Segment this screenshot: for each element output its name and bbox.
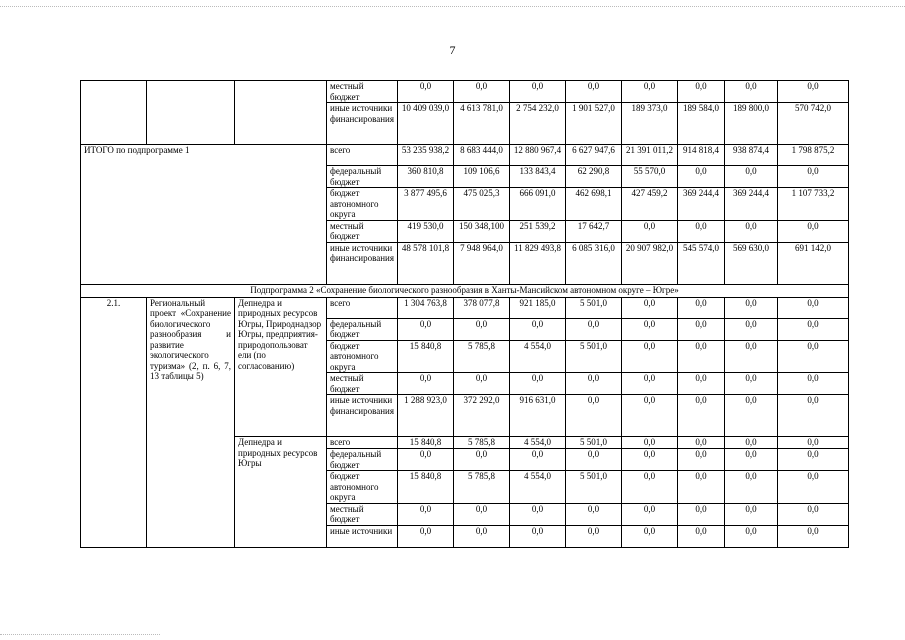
itogo-value: 938 874,4 <box>725 145 778 166</box>
top-block-value: 0,0 <box>678 81 725 103</box>
itogo-value: 3 877 495,6 <box>398 188 454 221</box>
itogo-value: 109 106,6 <box>454 166 510 188</box>
group1-source: федеральный бюджет <box>327 318 398 340</box>
group1-value: 0,0 <box>622 340 678 373</box>
group1-value: 5 501,0 <box>566 340 622 373</box>
group2-value: 0,0 <box>678 525 725 547</box>
group1-value: 0,0 <box>454 373 510 395</box>
group2-value: 0,0 <box>510 525 566 547</box>
group2-value: 0,0 <box>510 503 566 525</box>
group1-value: 0,0 <box>566 395 622 437</box>
group1-value: 372 292,0 <box>454 395 510 437</box>
itogo-value: 0,0 <box>622 220 678 242</box>
itogo-value: 419 530,0 <box>398 220 454 242</box>
group2-value: 0,0 <box>398 525 454 547</box>
subprogram-2-title: Подпрограмма 2 «Сохранение биологического разнообразия в Ханты-Мансийском автономном округе – Югре» <box>81 284 849 297</box>
group1-value: 5 785,8 <box>454 340 510 373</box>
group1-value: 1 288 923,0 <box>398 395 454 437</box>
table-row <box>81 81 849 103</box>
group1-value: 378 077,8 <box>454 297 510 318</box>
group2-value: 0,0 <box>778 449 849 471</box>
group1-value: 0,0 <box>566 318 622 340</box>
group2-value: 0,0 <box>725 503 778 525</box>
group1-value: 0,0 <box>678 297 725 318</box>
group2-value: 0,0 <box>454 503 510 525</box>
itogo-value: 251 539,2 <box>510 220 566 242</box>
group2-value: 0,0 <box>725 525 778 547</box>
group2-value: 15 840,8 <box>398 471 454 504</box>
itogo-value: 0,0 <box>725 166 778 188</box>
group1-value: 0,0 <box>622 297 678 318</box>
itogo-value: 1 798 875,2 <box>778 145 849 166</box>
top-block-value: 1 901 527,0 <box>566 103 622 145</box>
group1-value: 0,0 <box>398 373 454 395</box>
group1-source: всего <box>327 297 398 318</box>
cell-executor <box>235 81 327 145</box>
group2-source: всего <box>327 437 398 449</box>
group1-value: 15 840,8 <box>398 340 454 373</box>
top-block-source: местный бюджет <box>327 81 398 103</box>
group2-value: 0,0 <box>725 471 778 504</box>
top-block-value: 189 373,0 <box>622 103 678 145</box>
itogo-value: 545 574,0 <box>678 242 725 284</box>
group1-source: местный бюджет <box>327 373 398 395</box>
group2-value: 0,0 <box>778 525 849 547</box>
itogo-value: 8 683 444,0 <box>454 145 510 166</box>
itogo-value: 20 907 982,0 <box>622 242 678 284</box>
top-block-value: 4 613 781,0 <box>454 103 510 145</box>
group2-value: 0,0 <box>454 525 510 547</box>
top-block-value: 570 742,0 <box>778 103 849 145</box>
group1-value: 0,0 <box>778 340 849 373</box>
group2-value: 0,0 <box>622 449 678 471</box>
itogo-source: местный бюджет <box>327 220 398 242</box>
group1-value: 0,0 <box>622 395 678 437</box>
group1-value: 0,0 <box>778 373 849 395</box>
group1-value: 0,0 <box>725 373 778 395</box>
group1-value: 921 185,0 <box>510 297 566 318</box>
itogo-value: 691 142,0 <box>778 242 849 284</box>
itogo-value: 0,0 <box>778 166 849 188</box>
group2-value: 0,0 <box>778 437 849 449</box>
group1-value: 5 501,0 <box>566 297 622 318</box>
group2-source: федеральный бюджет <box>327 449 398 471</box>
group2-value: 5 501,0 <box>566 437 622 449</box>
itogo-value: 150 348,100 <box>454 220 510 242</box>
itogo-value: 11 829 493,8 <box>510 242 566 284</box>
itogo-value: 133 843,4 <box>510 166 566 188</box>
itogo-value: 53 235 938,2 <box>398 145 454 166</box>
top-block-value: 10 409 039,0 <box>398 103 454 145</box>
group2-value: 0,0 <box>622 471 678 504</box>
group2-value: 0,0 <box>454 449 510 471</box>
group1-value: 0,0 <box>678 373 725 395</box>
itogo-value: 360 810,8 <box>398 166 454 188</box>
itogo-value: 48 578 101,8 <box>398 242 454 284</box>
item-name: Региональный проект «Сохранение биологического разнообразия и развитие экологического туризма» (2, п. 6, 7, 13 таблицы 5) <box>147 297 235 547</box>
itogo-value: 427 459,2 <box>622 188 678 221</box>
itogo-source: федеральный бюджет <box>327 166 398 188</box>
group2-value: 5 501,0 <box>566 471 622 504</box>
item-number: 2.1. <box>81 297 147 547</box>
group2-source: бюджет автономного округа <box>327 471 398 504</box>
group2-value: 0,0 <box>622 503 678 525</box>
group1-value: 0,0 <box>778 318 849 340</box>
group2-value: 4 554,0 <box>510 437 566 449</box>
itogo-value: 0,0 <box>678 166 725 188</box>
group2-value: 0,0 <box>398 503 454 525</box>
cell-number <box>81 81 147 145</box>
top-block-value: 189 800,0 <box>725 103 778 145</box>
group1-value: 0,0 <box>725 395 778 437</box>
group2-value: 0,0 <box>678 471 725 504</box>
itogo-source: всего <box>327 145 398 166</box>
group2-value: 0,0 <box>622 437 678 449</box>
group1-value: 4 554,0 <box>510 340 566 373</box>
top-block-value: 0,0 <box>510 81 566 103</box>
itogo-value: 369 244,4 <box>725 188 778 221</box>
group1-source: иные источники финансирования <box>327 395 398 437</box>
group2-value: 5 785,8 <box>454 471 510 504</box>
group2-value: 0,0 <box>678 437 725 449</box>
group2-value: 15 840,8 <box>398 437 454 449</box>
top-block-value: 189 584,0 <box>678 103 725 145</box>
itogo-label: ИТОГО по подпрограмме 1 <box>81 145 327 285</box>
group1-value: 0,0 <box>454 318 510 340</box>
group2-value: 0,0 <box>678 503 725 525</box>
group2-value: 0,0 <box>725 437 778 449</box>
group2-value: 0,0 <box>566 525 622 547</box>
itogo-value: 62 290,8 <box>566 166 622 188</box>
itogo-value: 0,0 <box>725 220 778 242</box>
table-row <box>81 297 849 318</box>
top-block-value: 0,0 <box>398 81 454 103</box>
top-block-value: 0,0 <box>454 81 510 103</box>
itogo-value: 914 818,4 <box>678 145 725 166</box>
budget-table <box>80 80 849 548</box>
group1-value: 0,0 <box>725 297 778 318</box>
group2-value: 0,0 <box>678 449 725 471</box>
table-row <box>81 284 849 297</box>
scan-edge-line-bottom <box>0 634 160 635</box>
table-row <box>81 145 849 166</box>
itogo-value: 12 880 967,4 <box>510 145 566 166</box>
itogo-value: 666 091,0 <box>510 188 566 221</box>
item-executor: Депнедра и природных ресурсов Югры, Природнадзор Югры, предприятия-природопользоват ели (по согласованию) <box>235 297 327 437</box>
itogo-value: 0,0 <box>678 220 725 242</box>
group2-value: 0,0 <box>566 503 622 525</box>
itogo-value: 6 627 947,6 <box>566 145 622 166</box>
group2-value: 0,0 <box>398 449 454 471</box>
itogo-value: 6 085 316,0 <box>566 242 622 284</box>
itogo-value: 0,0 <box>778 220 849 242</box>
itogo-value: 475 025,3 <box>454 188 510 221</box>
group1-value: 0,0 <box>678 340 725 373</box>
group2-value: 0,0 <box>778 471 849 504</box>
top-block-value: 0,0 <box>622 81 678 103</box>
itogo-value: 369 244,4 <box>678 188 725 221</box>
group1-source: бюджет автономного округа <box>327 340 398 373</box>
group2-source: местный бюджет <box>327 503 398 525</box>
itogo-value: 17 642,7 <box>566 220 622 242</box>
group1-value: 0,0 <box>725 318 778 340</box>
group1-value: 0,0 <box>622 318 678 340</box>
group1-value: 0,0 <box>398 318 454 340</box>
group1-value: 0,0 <box>778 297 849 318</box>
group2-value: 0,0 <box>566 449 622 471</box>
group1-value: 0,0 <box>510 373 566 395</box>
cell-name <box>147 81 235 145</box>
page-number: 7 <box>449 43 456 57</box>
itogo-value: 1 107 733,2 <box>778 188 849 221</box>
top-block-value: 0,0 <box>725 81 778 103</box>
itogo-value: 7 948 964,0 <box>454 242 510 284</box>
group1-value: 0,0 <box>566 373 622 395</box>
group1-value: 0,0 <box>725 340 778 373</box>
group1-value: 0,0 <box>678 395 725 437</box>
group1-value: 0,0 <box>510 318 566 340</box>
itogo-value: 569 630,0 <box>725 242 778 284</box>
group1-value: 0,0 <box>622 373 678 395</box>
top-block-value: 0,0 <box>778 81 849 103</box>
top-block-value: 0,0 <box>566 81 622 103</box>
scan-edge-line <box>0 6 905 7</box>
group1-value: 0,0 <box>678 318 725 340</box>
group2-value: 0,0 <box>622 525 678 547</box>
itogo-value: 462 698,1 <box>566 188 622 221</box>
group2-value: 0,0 <box>725 449 778 471</box>
group2-source: иные источники <box>327 525 398 547</box>
group2-value: 4 554,0 <box>510 471 566 504</box>
group2-value: 0,0 <box>510 449 566 471</box>
itogo-source: бюджет автономного округа <box>327 188 398 221</box>
group2-value: 5 785,8 <box>454 437 510 449</box>
top-block-value: 2 754 232,0 <box>510 103 566 145</box>
group1-value: 0,0 <box>778 395 849 437</box>
itogo-value: 21 391 011,2 <box>622 145 678 166</box>
itogo-value: 55 570,0 <box>622 166 678 188</box>
item-executor: Депнедра и природных ресурсов Югры <box>235 437 327 548</box>
group1-value: 1 304 763,8 <box>398 297 454 318</box>
itogo-source: иные источники финансирования <box>327 242 398 284</box>
top-block-source: иные источники финансирования <box>327 103 398 145</box>
group2-value: 0,0 <box>778 503 849 525</box>
group1-value: 916 631,0 <box>510 395 566 437</box>
